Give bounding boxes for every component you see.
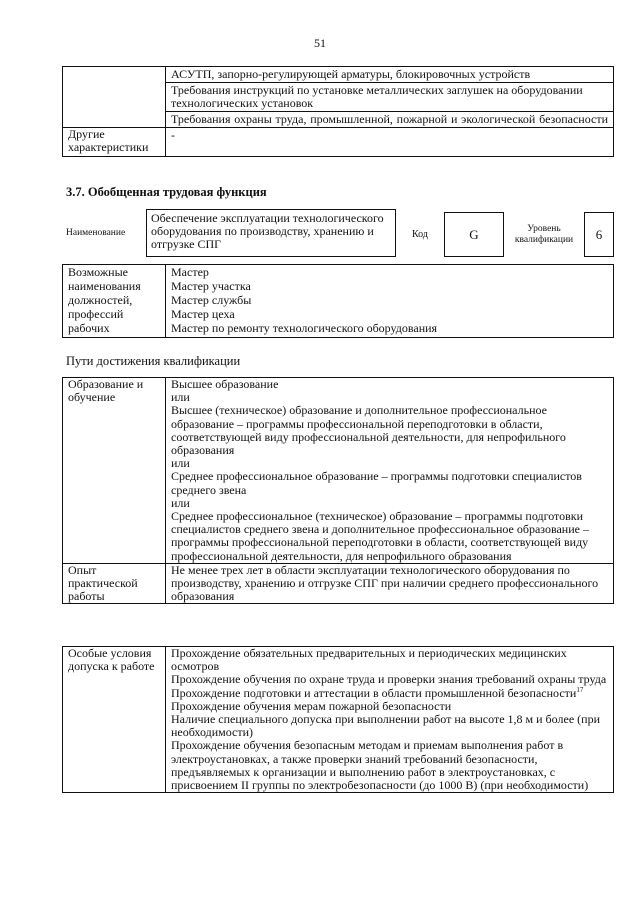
code-value-box (444, 212, 504, 257)
level-label: Уровень квалификации (514, 224, 574, 245)
education-line: Среднее профессиональное образование – программы подготовки специалистов среднего звена (171, 469, 582, 497)
experience-value: Не менее трех лет в области эксплуатации технологического оборудования по производству, хранению и отгрузке СПГ при наличии среднего профессионального образования (166, 563, 614, 604)
conditions-content (166, 647, 614, 793)
other-characteristics-label: Другие характеристики (63, 128, 166, 157)
education-line: Среднее профессиональное (техническое) образование – программы подготовки специалистов среднего звена и дополнительное профессиональное образование – программы профессиональной переподготовки в области, соответствующей виду профессиональной деятельности, для непрофильного образования (171, 509, 589, 563)
condition-line: Прохождение обучения мерам пожарной безопасности (171, 698, 452, 713)
footnote-mark: 17 (576, 685, 584, 694)
position-item: Мастер (171, 265, 209, 279)
condition-line: Прохождение обучения по охране труда и проверки знания требований охраны труда (171, 672, 607, 687)
empty-label-cell (63, 67, 166, 128)
position-item: Мастер по ремонту технологического оборудования (171, 321, 438, 335)
level-value: 6 (595, 227, 603, 242)
condition-text: Прохождение подготовки и аттестации в области промышленной безопасности (171, 685, 577, 700)
position-item: Мастер участка (171, 279, 251, 293)
positions-table (62, 264, 614, 338)
code-label: Код (412, 229, 428, 240)
name-value: Обеспечение эксплуатации технологического оборудования по производству, хранению и отгрузке СПГ (151, 211, 384, 251)
condition-line: Наличие специального допуска при выполнении работ на высоте 1,8 м и более (при необходимости) (171, 712, 600, 740)
education-label: Образование и обучение (63, 378, 166, 564)
education-line: или (171, 495, 190, 510)
experience-label: Опыт практической работы (63, 563, 166, 604)
knowledge-item: Требования охраны труда, промышленной, пожарной и экологической безопасности (166, 112, 614, 128)
knowledge-item: АСУТП, запорно-регулирующей арматуры, блокировочных устройств (166, 67, 614, 83)
education-line: или (171, 456, 190, 471)
condition-line: Прохождение обязательных предварительных и периодических медицинских осмотров (171, 646, 567, 674)
positions-label: Возможные наименования должностей, профессий рабочих (63, 265, 166, 338)
section-title: 3.7. Обобщенная трудовая функция (66, 185, 267, 199)
position-item: Мастер службы (171, 293, 252, 307)
condition-line: Прохождение обучения безопасным методам и приемам выполнения работ в электроустановках, а также проверки знаний требований безопасности, предъявляемых к организации и выполнению работ в электроустановках, с присвоением II группы по электробезопасности (до 1000 В) (при необходимости) (171, 738, 589, 793)
positions-list-cell (166, 265, 614, 338)
name-label: Наименование (66, 228, 126, 238)
name-value-box (146, 209, 396, 257)
education-content (166, 378, 614, 564)
conditions-label: Особые условия допуска к работе (63, 647, 166, 793)
education-table (62, 377, 614, 604)
page-number: 51 (314, 36, 326, 50)
other-characteristics-value: - (166, 128, 614, 157)
knowledge-item: Требования инструкций по установке металлических заглушек на оборудовании технологических установок (166, 83, 614, 112)
code-value: G (469, 227, 479, 242)
education-line: Высшее (техническое) образование и дополнительное профессиональное образование – программы профессиональной переподготовки в области, соответствующей виду профессиональной деятельности, для непрофильного образования (171, 403, 566, 458)
education-line: или (171, 390, 190, 405)
condition-line (171, 687, 608, 700)
level-value-box (584, 212, 614, 257)
conditions-table (62, 646, 614, 793)
education-line: Высшее образование (171, 377, 279, 391)
knowledge-table-continuation (62, 66, 614, 157)
position-item: Мастер цеха (171, 307, 235, 321)
paths-title: Пути достижения квалификации (66, 354, 241, 368)
